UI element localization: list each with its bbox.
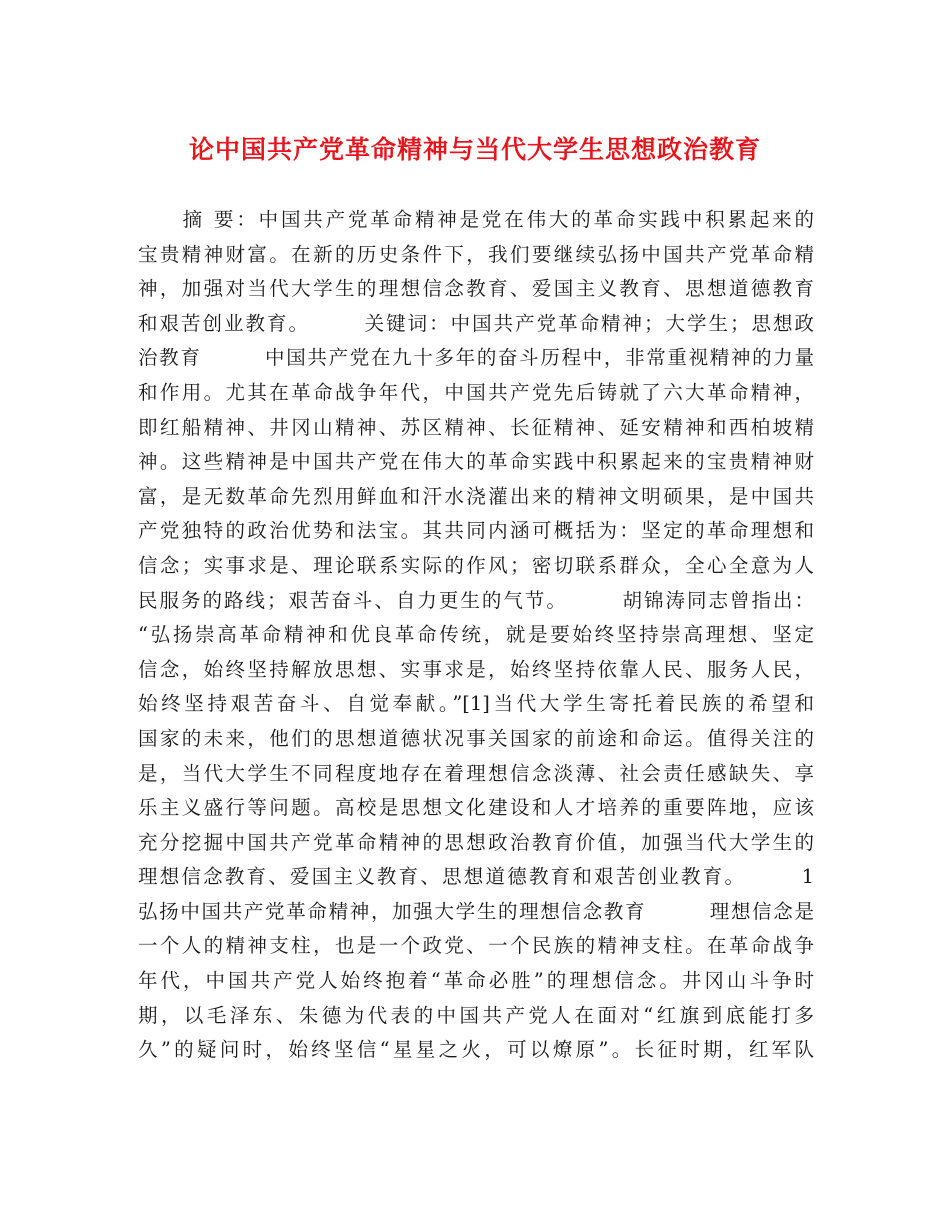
body-line: 宝贵精神财富。在新的历史条件下，我们要继续弘扬中国共产党革命精 bbox=[138, 242, 814, 266]
body-line: 充分挖掘中国共产党革命精神的思想政治教育价值，加强当代大学生的 bbox=[138, 830, 814, 854]
body-line: 信念，始终坚持解放思想、实事求是，始终坚持依靠人民、服务人民， bbox=[138, 657, 814, 681]
body-line: 民服务的路线；艰苦奋斗、自力更生的气节。 胡锦涛同志曾指出： bbox=[138, 588, 814, 612]
body-line: 信念；实事求是、理论联系实际的作风；密切联系群众，全心全意为人 bbox=[138, 553, 814, 577]
body-line: 始终坚持艰苦奋斗、自觉奉献。”[1]当代大学生寄托着民族的希望和 bbox=[138, 692, 814, 716]
body-line: 乐主义盛行等问题。高校是思想文化建设和人才培养的重要阵地，应该 bbox=[138, 796, 814, 820]
body-line: 弘扬中国共产党革命精神，加强大学生的理想信念教育 理想信念是 bbox=[138, 899, 814, 923]
body-line: 即红船精神、井冈山精神、苏区精神、长征精神、延安精神和西柏坡精 bbox=[138, 415, 814, 439]
body-line: 理想信念教育、爱国主义教育、思想道德教育和艰苦创业教育。 1 bbox=[138, 865, 814, 889]
body-line: 一个人的精神支柱，也是一个政党、一个民族的精神支柱。在革命战争 bbox=[138, 934, 814, 958]
body-line: 神，加强对当代大学生的理想信念教育、爱国主义教育、思想道德教育 bbox=[138, 277, 814, 301]
body-line: 富，是无数革命先烈用鲜血和汗水浇灌出来的精神文明硕果，是中国共 bbox=[138, 484, 814, 508]
body-line: 是，当代大学生不同程度地存在着理想信念淡薄、社会责任感缺失、享 bbox=[138, 761, 814, 785]
body-line: 国家的未来，他们的思想道德状况事关国家的前途和命运。值得关注的 bbox=[138, 726, 814, 750]
body-line: 期，以毛泽东、朱德为代表的中国共产党人在面对“红旗到底能打多 bbox=[138, 1003, 814, 1027]
body-line: 摘 要：中国共产党革命精神是党在伟大的革命实践中积累起来的 bbox=[138, 208, 814, 231]
body-line: 久”的疑问时，始终坚信“星星之火，可以燎原”。长征时期，红军队 bbox=[138, 1038, 814, 1062]
body-line: 和艰苦创业教育。 关键词：中国共产党革命精神；大学生；思想政 bbox=[138, 311, 814, 335]
body-line: “弘扬崇高革命精神和优良革命传统，就是要始终坚持崇高理想、坚定 bbox=[138, 623, 814, 647]
body-line: 和作用。尤其在革命战争年代，中国共产党先后铸就了六大革命精神， bbox=[138, 380, 814, 404]
document-title: 论中国共产党革命精神与当代大学生思想政治教育 bbox=[188, 135, 761, 164]
body-line: 治教育 中国共产党在九十多年的奋斗历程中，非常重视精神的力量 bbox=[138, 346, 814, 370]
document-body bbox=[138, 203, 814, 1068]
body-line: 年代，中国共产党人始终抱着“革命必胜”的理想信念。井冈山斗争时 bbox=[138, 969, 814, 993]
body-line: 神。这些精神是中国共产党在伟大的革命实践中积累起来的宝贵精神财 bbox=[138, 450, 814, 474]
body-line: 产党独特的政治优势和法宝。其共同内涵可概括为：坚定的革命理想和 bbox=[138, 519, 814, 543]
